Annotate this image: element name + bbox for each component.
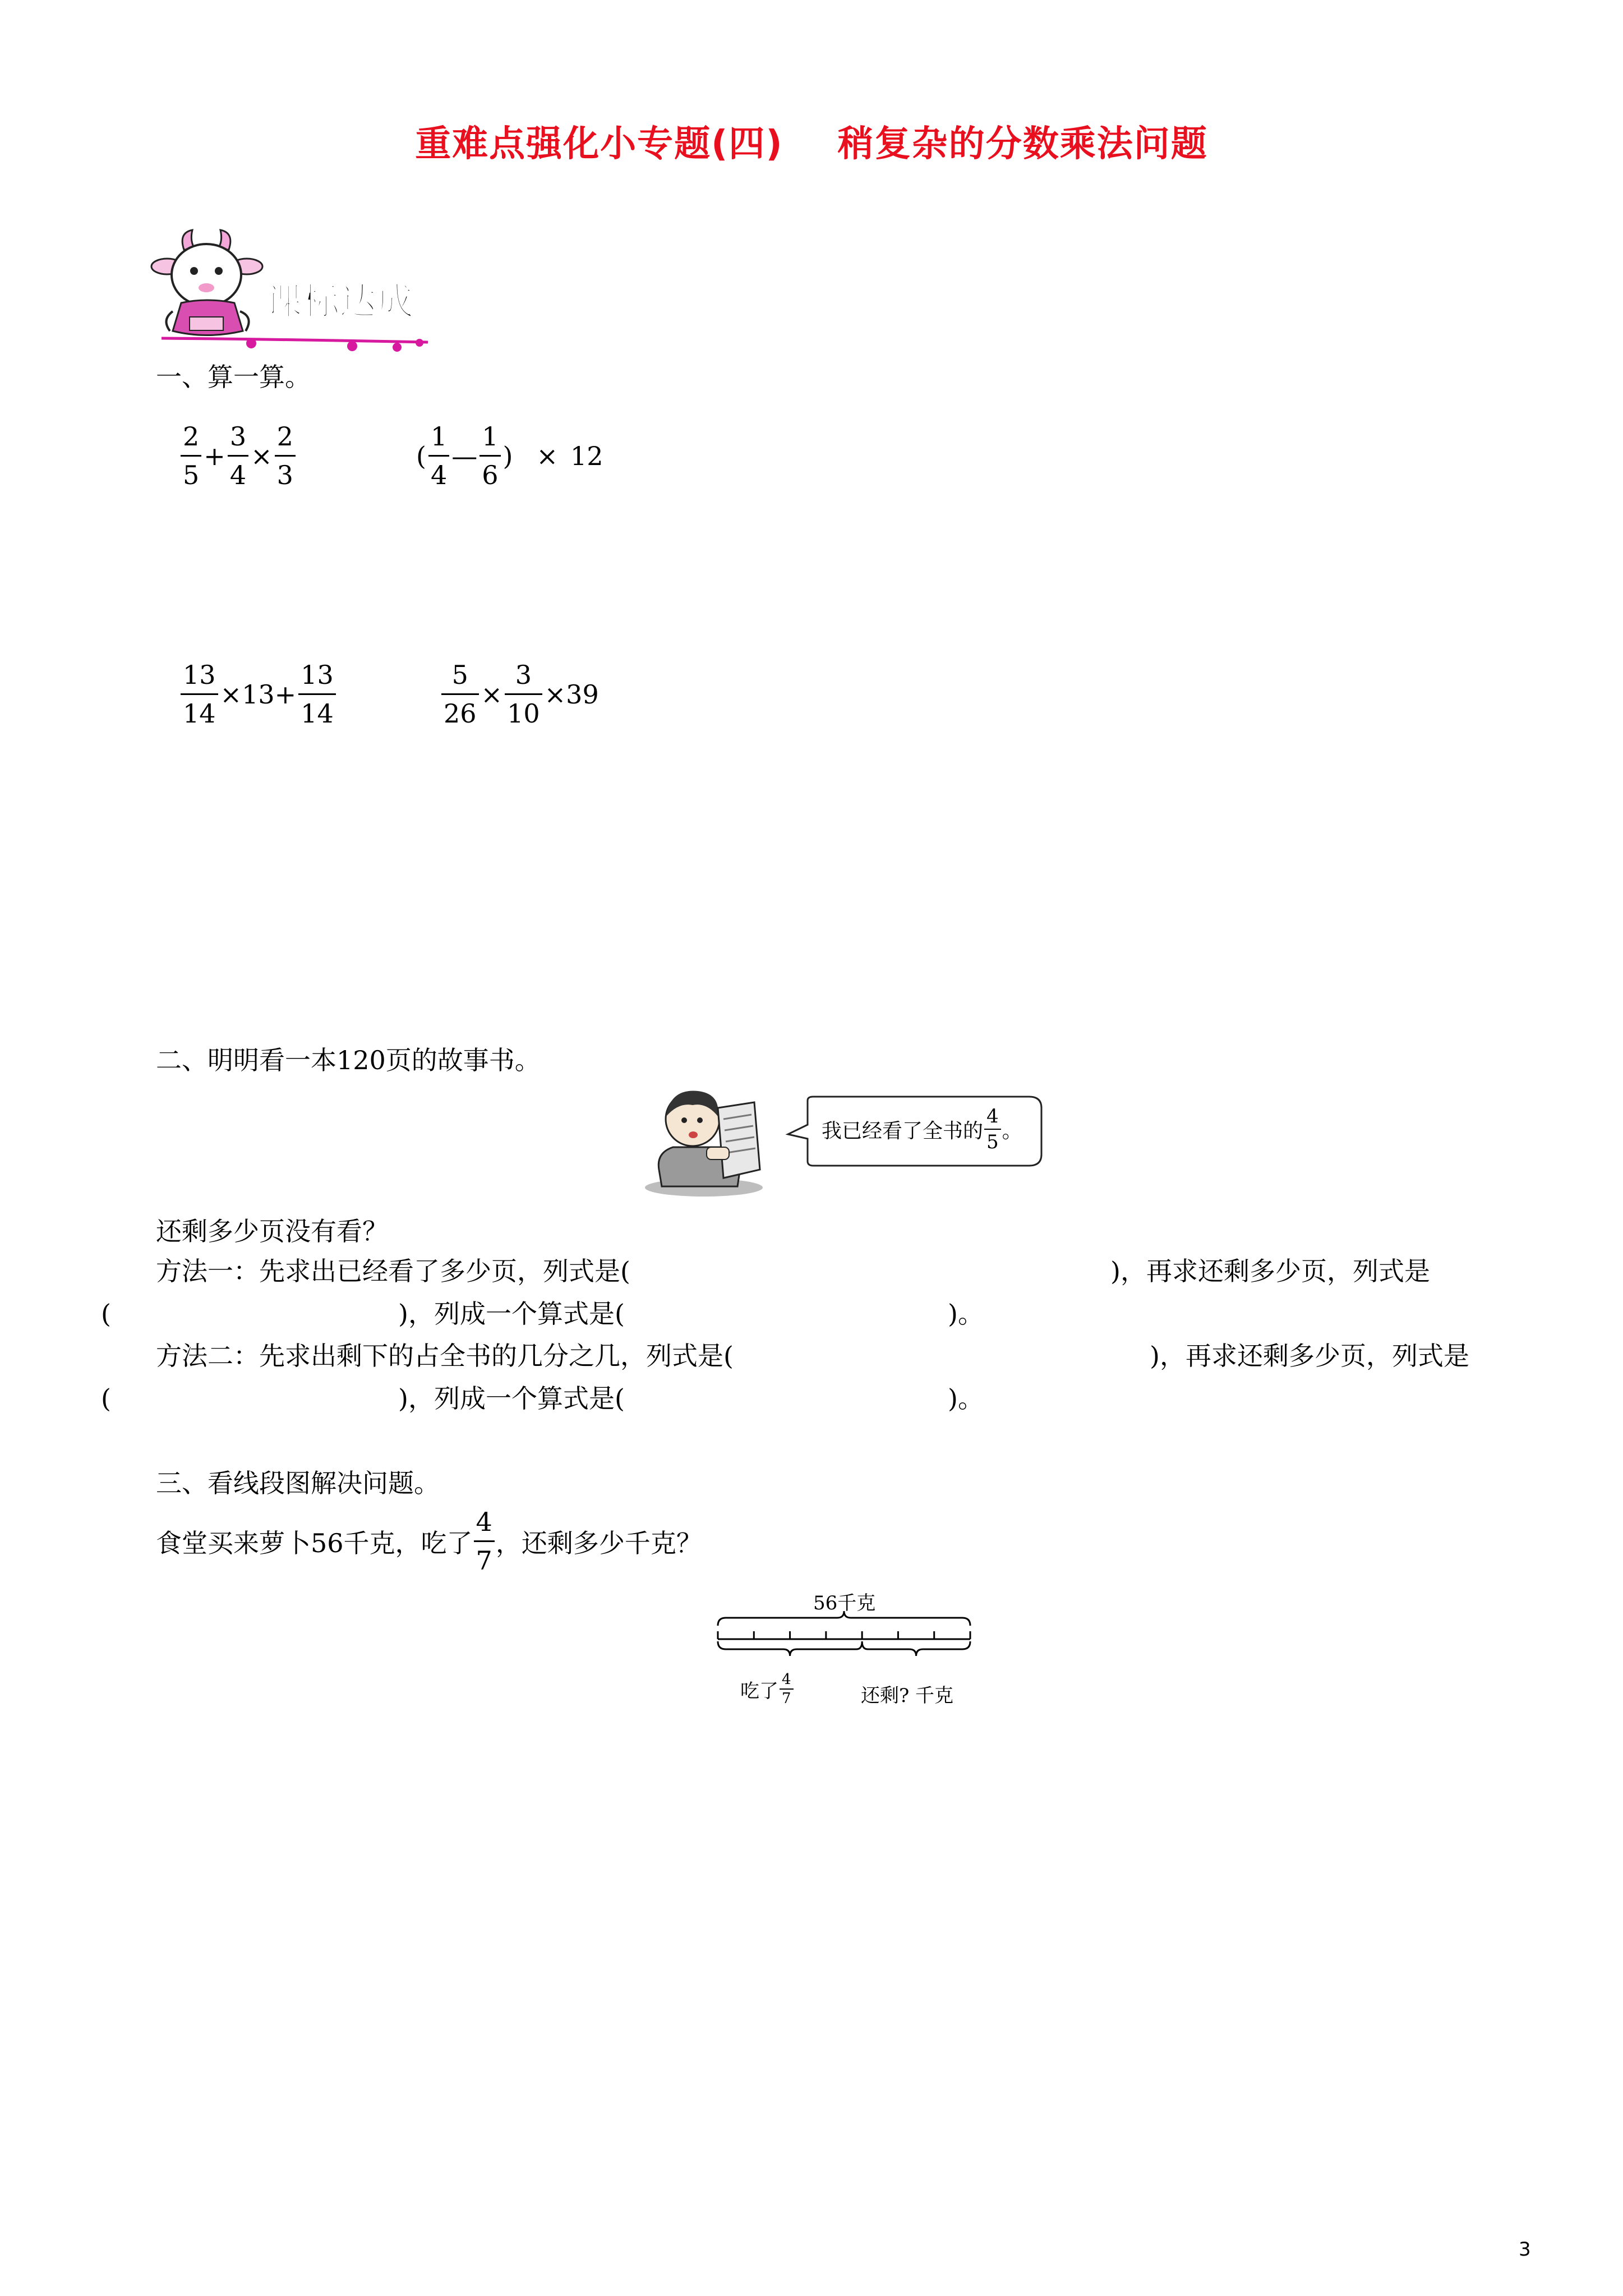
section2-question: 还剩多少页没有看？ xyxy=(156,1216,388,1246)
operator: × xyxy=(536,440,559,471)
expression-2 xyxy=(415,418,605,494)
operator: + xyxy=(204,440,225,471)
eaten-brace xyxy=(718,1641,862,1656)
fraction xyxy=(441,656,479,732)
speech-bubble xyxy=(782,1094,1046,1170)
number: 12 xyxy=(570,440,603,471)
section1-heading: 一、算一算。 xyxy=(156,362,311,392)
denominator: 10 xyxy=(507,698,540,729)
operator: — xyxy=(451,440,478,471)
operator: × xyxy=(251,440,273,471)
method2-line2-end: )。 xyxy=(948,1383,984,1414)
numerator: 3 xyxy=(229,421,247,452)
numerator: 4 xyxy=(476,1507,492,1537)
numerator: 4 xyxy=(986,1105,999,1128)
fraction xyxy=(228,418,248,494)
section3-heading: 三、看线段图解决问题。 xyxy=(156,1468,440,1498)
line-segment-diagram xyxy=(707,1588,998,1717)
method1-line2-end: )。 xyxy=(948,1299,984,1329)
numerator: 3 xyxy=(515,660,532,690)
numerator: 2 xyxy=(183,421,200,452)
fraction xyxy=(474,1503,495,1579)
numerator: 13 xyxy=(301,660,334,690)
paren: ) xyxy=(502,440,513,471)
fraction xyxy=(479,418,500,494)
section3-problem xyxy=(156,1503,702,1579)
remain-brace xyxy=(862,1641,970,1656)
operator: ×39 xyxy=(544,679,599,710)
segment-svg xyxy=(707,1610,998,1672)
denominator: 7 xyxy=(782,1690,791,1707)
fraction xyxy=(298,656,336,732)
method2-line2-open: ( xyxy=(101,1383,111,1414)
fraction xyxy=(984,1104,1001,1154)
denominator: 26 xyxy=(444,698,477,729)
numerator: 13 xyxy=(183,660,216,690)
total-label: 56千克 xyxy=(813,1592,876,1614)
numerator: 2 xyxy=(276,421,293,452)
eaten-label xyxy=(740,1671,795,1708)
method1-line1-a: 方法一：先求出已经看了多少页，列式是( xyxy=(156,1256,630,1286)
bubble-text-pre: 我已经看了全书的 xyxy=(822,1119,984,1143)
method2-line1-b: )，再求还剩多少页，列式是 xyxy=(1150,1341,1469,1371)
page-title: 重难点强化小专题(四) 稍复杂的分数乘法问题 xyxy=(415,123,1208,165)
denominator: 4 xyxy=(229,460,247,490)
denominator: 6 xyxy=(482,460,499,490)
method1-line2-open: ( xyxy=(101,1299,111,1329)
method2-line1-a: 方法二：先求出剩下的占全书的几分之几，列式是( xyxy=(156,1341,734,1371)
method1-line1-b: )，再求还剩多少页，列式是 xyxy=(1110,1256,1430,1286)
numerator: 1 xyxy=(430,421,448,452)
denominator: 14 xyxy=(301,698,334,729)
bubble-text-post: 。 xyxy=(1002,1119,1022,1143)
denominator: 5 xyxy=(986,1131,999,1153)
method1-line2-mid: )，列成一个算式是( xyxy=(398,1299,625,1329)
fraction xyxy=(275,418,296,494)
goat-mascot-icon xyxy=(150,227,442,353)
problem-text-pre: 食堂买来萝卜56千克，吃了 xyxy=(156,1527,473,1558)
method2-line2-mid: )，列成一个算式是( xyxy=(398,1383,625,1414)
bubble-text xyxy=(822,1104,1022,1154)
operator: ×13+ xyxy=(220,679,297,710)
denominator: 5 xyxy=(183,460,200,490)
denominator: 14 xyxy=(183,698,216,729)
boy-reading-illustration xyxy=(639,1085,780,1198)
expression-4 xyxy=(440,656,600,732)
fraction xyxy=(428,418,449,494)
denominator: 7 xyxy=(476,1545,492,1576)
eaten-label-pre: 吃了 xyxy=(740,1680,778,1703)
boy-reading-icon xyxy=(639,1085,780,1198)
numerator: 1 xyxy=(482,421,499,452)
expression-1 xyxy=(179,418,297,494)
total-brace xyxy=(718,1611,970,1626)
numerator: 4 xyxy=(782,1671,791,1688)
section-badge xyxy=(150,227,442,353)
paren: ( xyxy=(416,440,426,471)
remain-label: 还剩? 千克 xyxy=(861,1685,954,1707)
badge-label: 课标达成 xyxy=(265,280,413,323)
numerator: 5 xyxy=(451,660,468,690)
fraction xyxy=(505,656,542,732)
denominator: 4 xyxy=(430,460,448,490)
expression-3 xyxy=(179,656,337,732)
operator: × xyxy=(481,679,503,710)
fraction xyxy=(780,1671,794,1708)
fraction xyxy=(181,418,201,494)
denominator: 3 xyxy=(276,460,293,490)
fraction xyxy=(181,656,218,732)
section2-heading: 二、明明看一本120页的故事书。 xyxy=(156,1045,541,1075)
problem-text-post: ，还剩多少千克？ xyxy=(495,1527,702,1558)
page-number: 3 xyxy=(1519,2238,1531,2261)
